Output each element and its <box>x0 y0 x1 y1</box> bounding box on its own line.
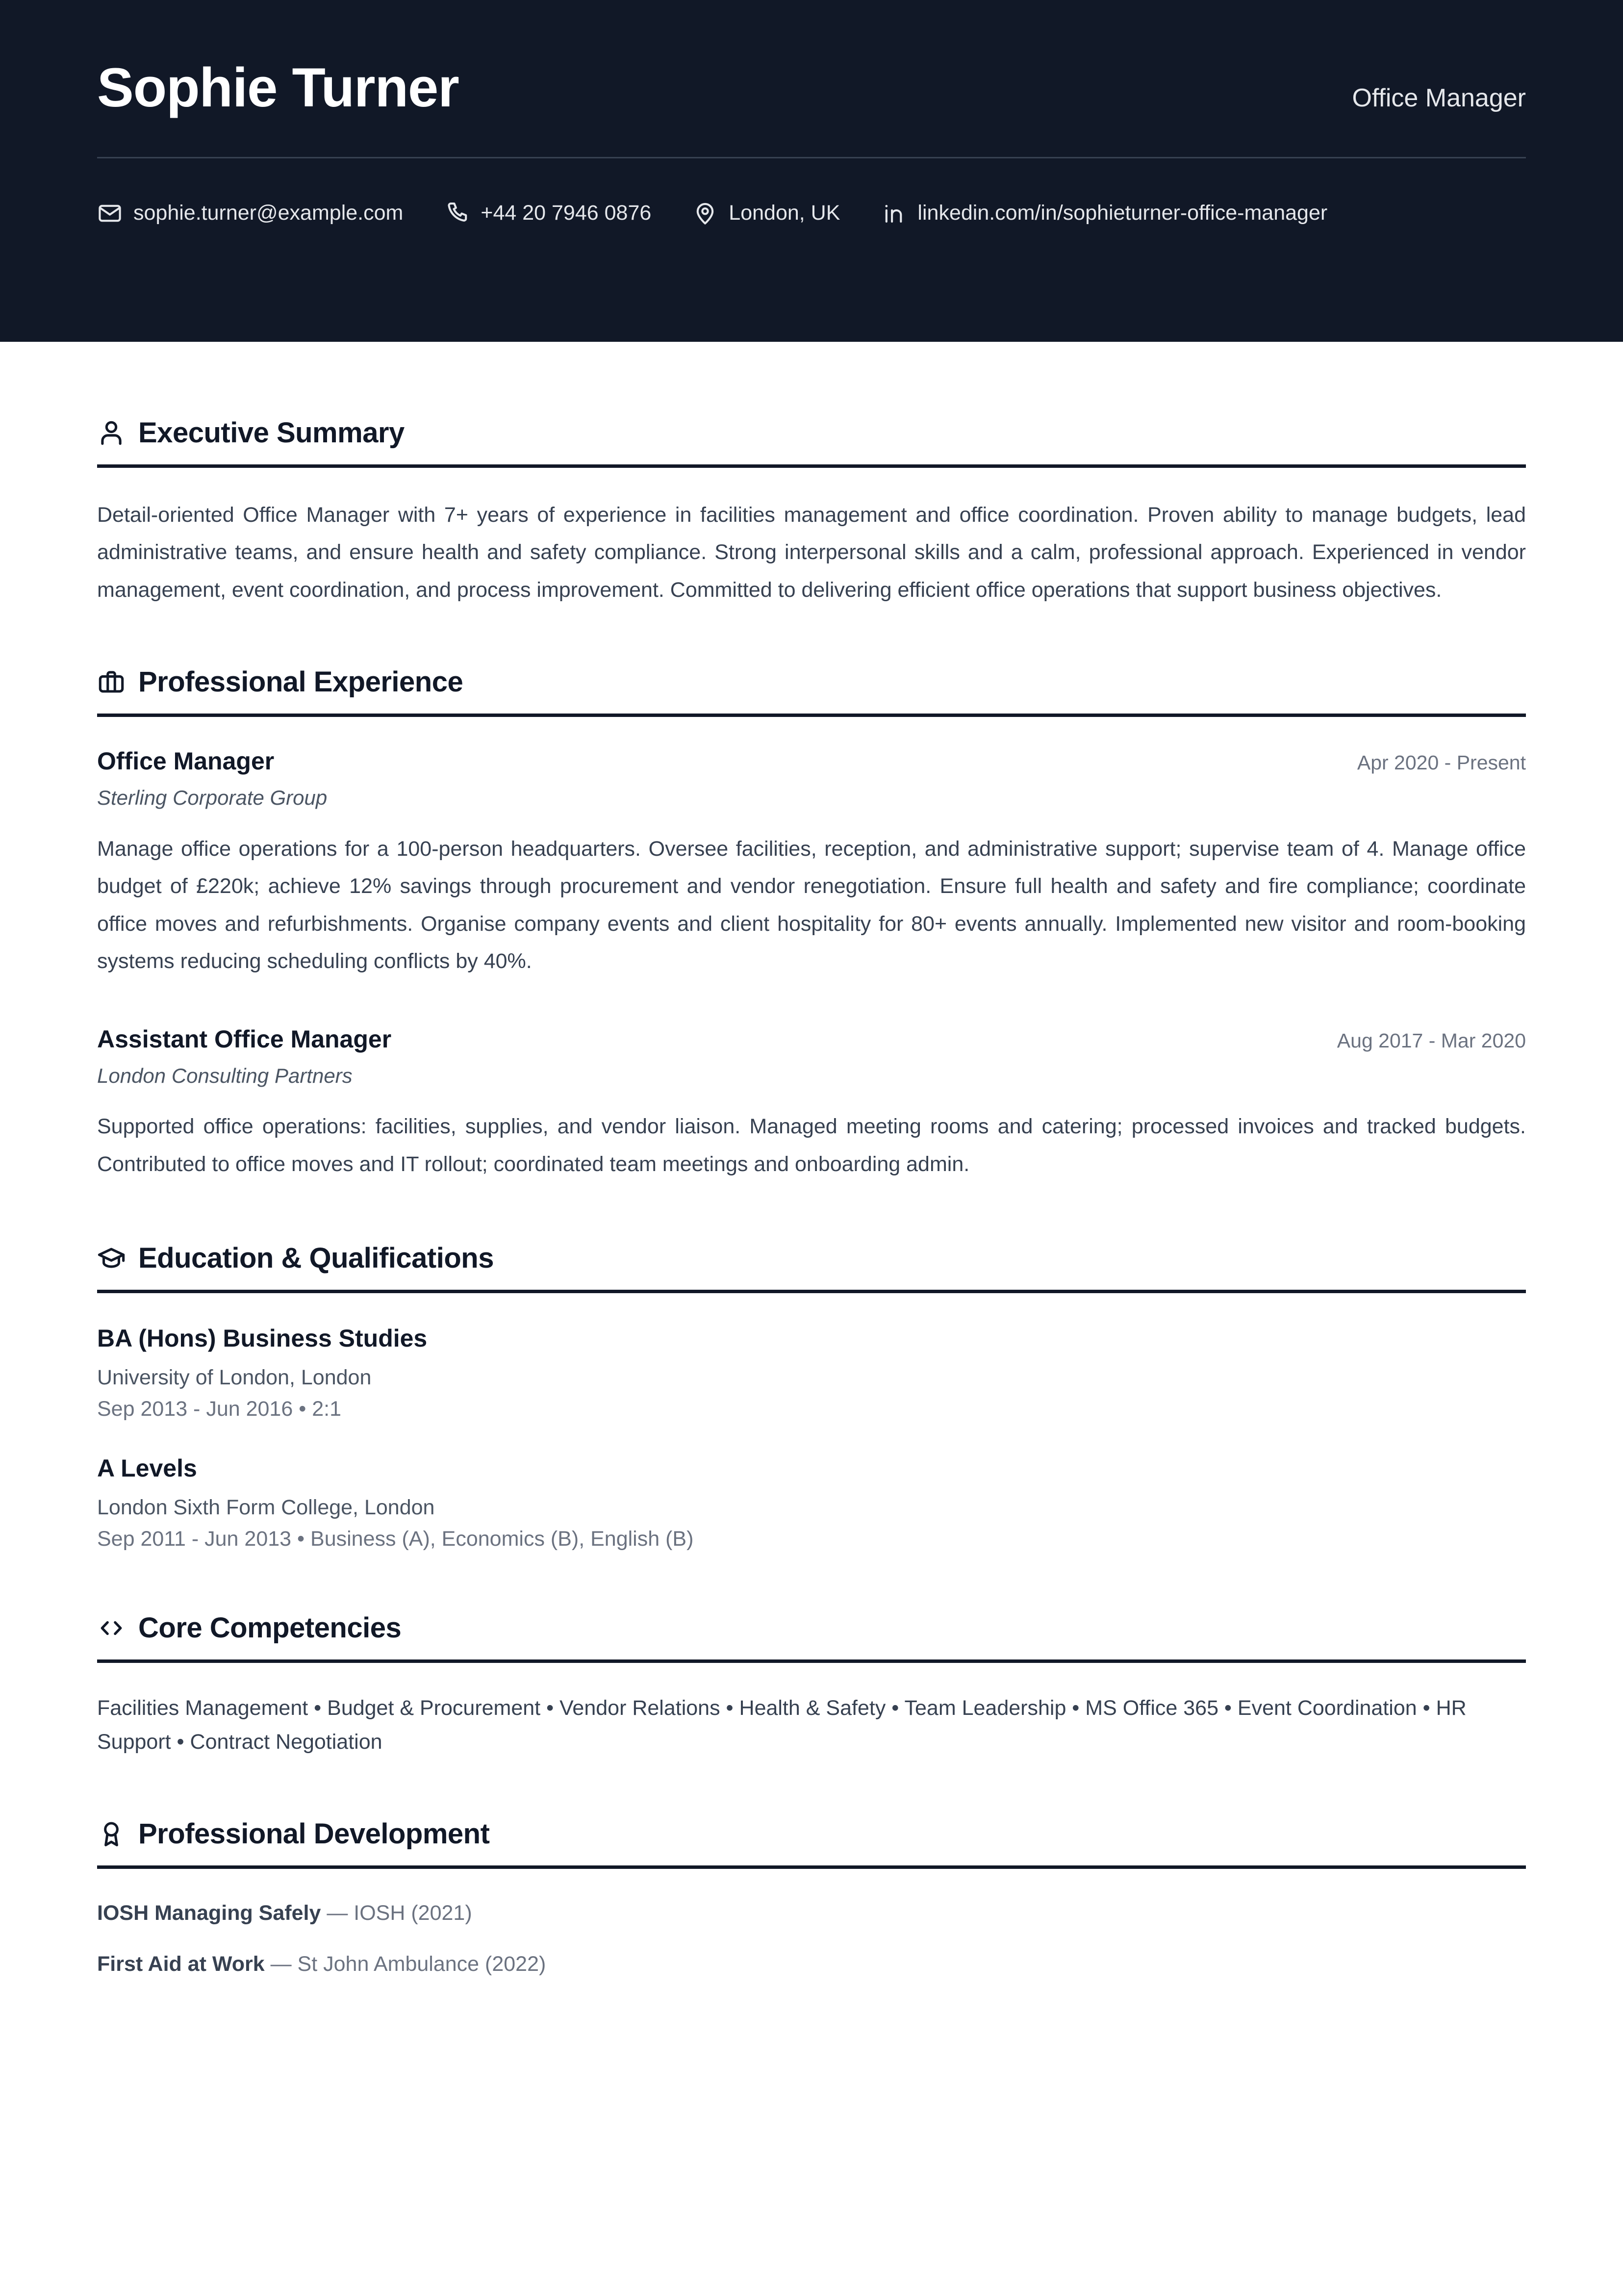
code-brackets-icon <box>97 1614 126 1642</box>
candidate-name: Sophie Turner <box>97 57 459 118</box>
linkedin-icon <box>881 201 907 226</box>
skills-list: Facilities Management • Budget & Procurement • Vendor Relations • Health & Safety • Team Leadership • MS Office 365 • Event Coordination • HR Support • Contract Negotiation <box>97 1696 1467 1754</box>
experience-entry-header <box>97 746 1526 776</box>
job-dates: Aug 2017 - Mar 2020 <box>1337 1029 1526 1052</box>
section-title: Core Competencies <box>138 1611 402 1644</box>
section-header <box>97 666 1526 698</box>
experience-entry <box>97 746 1526 980</box>
section-header <box>97 1818 1526 1850</box>
section-title: Education & Qualifications <box>138 1242 494 1275</box>
certification-issuer: — IOSH (2021) <box>321 1901 472 1925</box>
section-title: Professional Experience <box>138 666 463 698</box>
certification-item <box>97 1948 1526 1980</box>
job-role: Office Manager <box>97 747 275 775</box>
education-meta: Sep 2013 - Jun 2016 • 2:1 <box>97 1397 341 1421</box>
section-title: Executive Summary <box>138 417 405 449</box>
resume-header <box>0 0 1623 342</box>
envelope-icon <box>97 201 123 226</box>
education-school: London Sixth Form College, London <box>97 1496 435 1520</box>
job-company: Sterling Corporate Group <box>97 786 328 810</box>
education-entry <box>97 1324 1526 1423</box>
contact-location[interactable] <box>692 201 840 226</box>
header-top-row <box>97 59 1526 146</box>
section-professional-development <box>97 1760 1526 1980</box>
candidate-job-title: Office Manager <box>1352 84 1526 112</box>
contact-email[interactable] <box>97 201 403 226</box>
header-divider <box>97 157 1526 158</box>
education-degree: A Levels <box>97 1454 197 1482</box>
contact-location-text: London, UK <box>729 201 840 225</box>
graduation-cap-icon <box>97 1244 126 1273</box>
contact-row <box>97 201 1526 226</box>
resume-body <box>0 342 1623 2078</box>
experience-entry-header <box>97 1024 1526 1054</box>
section-executive-summary <box>97 342 1526 609</box>
education-entry <box>97 1454 1526 1553</box>
experience-entry <box>97 1024 1526 1183</box>
section-title: Professional Development <box>138 1818 490 1850</box>
job-company: London Consulting Partners <box>97 1064 353 1087</box>
certification-name: IOSH Managing Safely <box>97 1901 321 1925</box>
section-rule <box>97 1865 1526 1869</box>
education-meta: Sep 2011 - Jun 2013 • Business (A), Economics (B), English (B) <box>97 1527 694 1551</box>
award-ribbon-icon <box>97 1820 126 1848</box>
certification-name: First Aid at Work <box>97 1952 265 1976</box>
contact-linkedin-text: linkedin.com/in/sophieturner-office-manager <box>917 201 1328 225</box>
section-core-competencies <box>97 1553 1526 1760</box>
section-rule <box>97 1290 1526 1293</box>
section-rule <box>97 464 1526 468</box>
section-rule <box>97 714 1526 717</box>
summary-paragraph: Detail-oriented Office Manager with 7+ years of experience in facilities management and office coordination. Proven ability to manage budgets, lead administrative teams, and ensure health and safety compliance. Strong interpersonal skills and a calm, professional approach. Experienced in vendor management, event coordination, and process improvement. Committed to delivering efficient office operations that support business objectives. <box>97 503 1526 602</box>
contact-email-text: sophie.turner@example.com <box>133 201 404 225</box>
contact-phone-text: +44 20 7946 0876 <box>481 201 652 225</box>
person-icon <box>97 419 126 447</box>
map-pin-icon <box>692 201 718 226</box>
section-header <box>97 1243 1526 1274</box>
section-header <box>97 417 1526 449</box>
job-dates: Apr 2020 - Present <box>1357 751 1526 774</box>
section-rule <box>97 1659 1526 1663</box>
briefcase-icon <box>97 668 126 696</box>
job-role: Assistant Office Manager <box>97 1025 392 1053</box>
section-header <box>97 1612 1526 1644</box>
contact-phone[interactable] <box>444 201 651 226</box>
job-description: Supported office operations: facilities, supplies, and vendor liaison. Managed meeting rooms and catering; processed invoices and tracked budgets. Contributed to office moves and IT rollout; coordinated team meetings and onboarding admin. <box>97 1115 1526 1176</box>
education-school: University of London, London <box>97 1365 372 1389</box>
section-education <box>97 1183 1526 1553</box>
certification-item <box>97 1897 1526 1929</box>
certification-issuer: — St John Ambulance (2022) <box>264 1952 546 1976</box>
education-degree: BA (Hons) Business Studies <box>97 1324 428 1352</box>
phone-icon <box>444 201 470 226</box>
job-description: Manage office operations for a 100-person headquarters. Oversee facilities, reception, and administrative support; supervise team of 4. Manage office budget of £220k; achieve 12% savings through procurement and vendor renegotiation. Ensure full health and safety and fire compliance; coordinate office moves and refurbishments. Organise company events and client hospitality for 80+ events annually. Implemented new visitor and room-booking systems reducing scheduling conflicts by 40%. <box>97 837 1526 973</box>
contact-linkedin[interactable] <box>881 201 1327 226</box>
section-professional-experience <box>97 609 1526 1183</box>
